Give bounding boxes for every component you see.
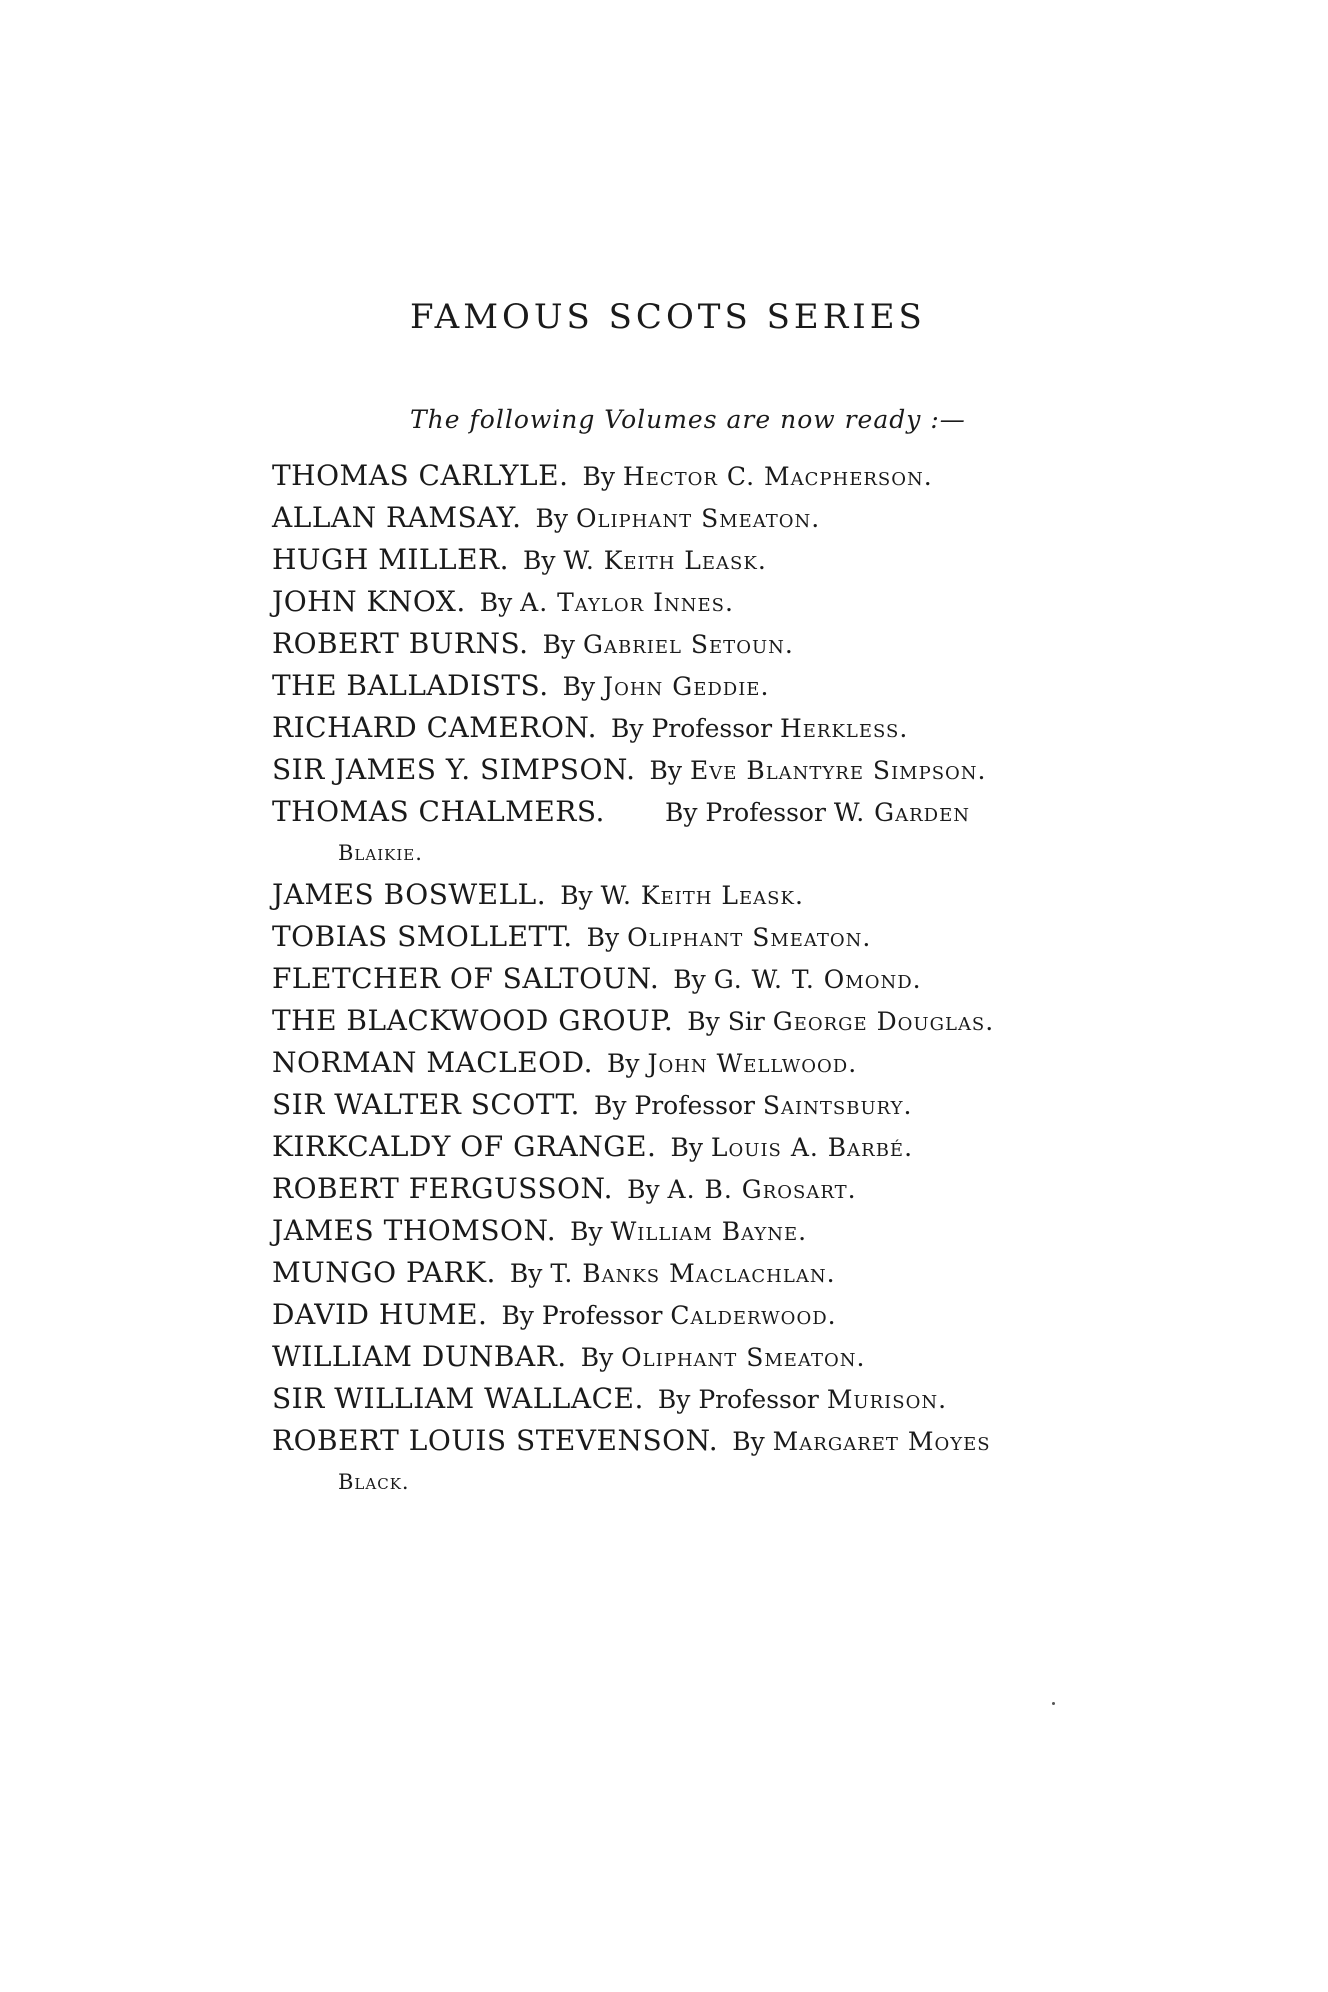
volume-author: Oliphant Smeaton. [627,923,872,952]
by-label: By [479,588,513,617]
volume-title: ALLAN RAMSAY. [272,501,522,534]
volume-entry [272,1168,1142,1210]
volume-entry [272,539,1142,581]
volume-author: Saintsbury. [762,1091,913,1120]
volume-title: DAVID HUME. [272,1298,488,1331]
volume-title: HUGH MILLER. [272,543,510,576]
volume-title: SIR JAMES Y. SIMPSON. [272,753,636,786]
by-label: By [606,1049,640,1078]
volume-author: G. W. T. Omond. [713,965,922,994]
volume-title: ROBERT FERGUSSON. [272,1172,614,1205]
by-label: By [542,630,576,659]
volume-author: Louis A. Barbé. [710,1133,914,1162]
volume-author: Margaret Moyes [772,1427,991,1456]
by-label: By [673,965,706,994]
volume-entry [272,1378,1142,1420]
by-label: By [570,1217,603,1246]
by-label: By Professor [611,714,773,743]
volume-author: Oliphant Smeaton. [621,1343,866,1372]
volume-title: SIR WALTER SCOTT. [272,1088,580,1121]
by-label: By [627,1175,660,1204]
volume-title: SIR WILLIAM WALLACE. [272,1382,644,1415]
ink-speck [1052,1702,1055,1705]
volume-title: ROBERT LOUIS STEVENSON. [272,1424,719,1457]
volume-entry [272,1042,1142,1084]
by-label: By [535,504,569,533]
volume-author: John Wellwood. [647,1049,858,1078]
by-label: By [560,881,593,910]
by-label: By [562,672,596,701]
volume-entry [272,874,1142,916]
volume-title: THE BLACKWOOD GROUP. [272,1004,674,1037]
series-title: FAMOUS SCOTS SERIES [410,297,926,337]
volume-entry [272,749,1142,791]
volume-title: MUNGO PARK. [272,1256,496,1289]
volume-entry [272,1126,1142,1168]
volume-title: ROBERT BURNS. [272,627,529,660]
volume-author: Gabriel Setoun. [583,630,794,659]
volume-author: George Douglas. [772,1007,995,1036]
by-label: By [732,1427,765,1456]
volume-entry [272,1420,1142,1462]
volume-author: A. B. Grosart. [667,1175,857,1204]
by-label: By Sir [687,1007,765,1036]
volume-entry [272,1000,1142,1042]
volume-author: William Bayne. [610,1217,808,1246]
volume-author: Herkless. [779,714,909,743]
volume-title: NORMAN MACLEOD. [272,1046,593,1079]
volume-entry [272,1210,1142,1252]
by-label: By [670,1133,703,1162]
volume-entry [272,916,1142,958]
volume-entry [272,1252,1142,1294]
volume-author: W. Keith Leask. [600,881,804,910]
volume-author: Murison. [826,1385,948,1414]
volume-entry [272,1294,1142,1336]
by-label: By Professor [664,798,826,827]
volume-entry [272,581,1142,623]
volume-entry [272,958,1142,1000]
author-continuation: Blaikie. [338,841,423,865]
volume-title: JAMES THOMSON. [272,1214,557,1247]
volume-title: THOMAS CHALMERS. [272,795,605,828]
volume-author: Eve Blantyre Simpson. [690,756,987,785]
by-label: By [586,923,620,952]
by-label: By [509,1259,543,1288]
volume-title: JOHN KNOX. [272,585,466,618]
by-label: By [523,546,556,575]
volume-author: Oliphant Smeaton. [576,504,821,533]
volume-title: JAMES BOSWELL. [272,878,547,911]
volume-entry [272,791,1142,833]
volume-author: Calderwood. [670,1301,837,1330]
volume-author: T. Banks Maclachlan. [550,1259,836,1288]
volume-author: John Geddie. [603,672,770,701]
volume-title: WILLIAM DUNBAR. [272,1340,567,1373]
volume-title: THOMAS CARLYLE. [272,459,569,492]
volume-list [272,455,1142,1503]
volume-author: W. Keith Leask. [563,546,767,575]
volume-author: W. Garden [833,798,970,827]
volume-title: KIRKCALDY OF GRANGE. [272,1130,657,1163]
by-label: By [580,1343,614,1372]
volume-entry [272,1084,1142,1126]
volume-title: THE BALLADISTS. [272,669,549,702]
volume-entry [272,455,1142,497]
volume-author: A. Taylor Innes. [520,588,734,617]
volume-entry [272,665,1142,707]
by-label: By Professor [593,1091,755,1120]
by-label: By Professor [657,1385,819,1414]
volume-title: TOBIAS SMOLLETT. [272,920,573,953]
volume-entry [272,707,1142,749]
by-label: By [649,756,683,785]
volume-title: RICHARD CAMERON. [272,711,598,744]
by-label: By [582,462,615,491]
volume-title: FLETCHER OF SALTOUN. [272,962,660,995]
volume-entry [272,497,1142,539]
volume-entry [272,623,1142,665]
by-label: By Professor [501,1301,663,1330]
author-continuation: Black. [338,1470,410,1494]
volume-author: Hector C. Macpherson. [622,462,933,491]
volume-entry [272,1336,1142,1378]
volumes-ready-subtitle: The following Volumes are now ready :— [410,405,966,434]
